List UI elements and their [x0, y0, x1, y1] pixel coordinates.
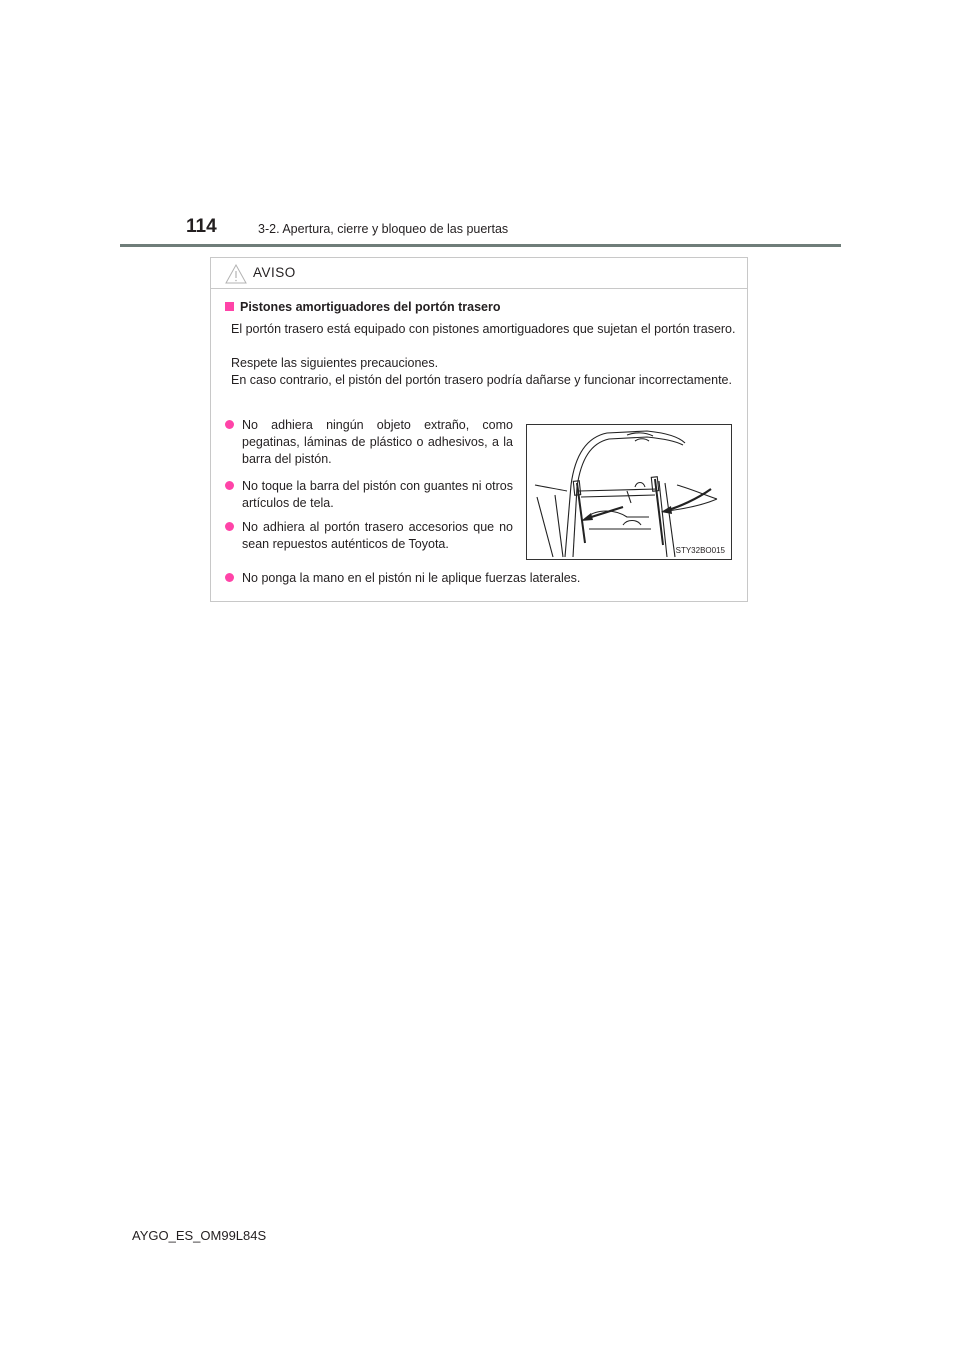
bullet-dot-icon [225, 420, 234, 429]
bullet-item [225, 570, 740, 587]
tailgate-drawing [527, 425, 731, 559]
warning-header [211, 258, 747, 289]
bullet-dot-icon [225, 573, 234, 582]
bullet-item [225, 478, 513, 512]
illustration-code: STY32BO015 [675, 546, 725, 555]
bullet-text: No ponga la mano en el pistón ni le aplique fuerzas laterales. [242, 571, 581, 585]
bullet-dot-icon [225, 522, 234, 531]
document-id: AYGO_ES_OM99L84S [132, 1228, 267, 1243]
square-bullet-icon [225, 302, 234, 311]
warning-heading [225, 300, 500, 314]
bullet-text: No adhiera al portón trasero accesorios que no sean repuestos auténticos de Toyota. [242, 520, 513, 551]
bullet-text: No toque la barra del pistón con guantes ni otros artículos de tela. [242, 479, 513, 510]
warning-box [210, 257, 748, 602]
header-divider [120, 244, 841, 247]
intro-paragraph: En caso contrario, el pistón del portón trasero podría dañarse y funcionar incorrectamente. [231, 373, 732, 387]
tailgate-strut-illustration [526, 424, 732, 560]
section-title: 3-2. Apertura, cierre y bloqueo de las puertas [258, 222, 509, 236]
warning-triangle-icon [225, 264, 247, 284]
bullet-dot-icon [225, 481, 234, 490]
page-number: 114 [186, 216, 217, 237]
warning-heading-text: Pistones amortiguadores del portón trasero [240, 300, 501, 314]
bullet-item [225, 417, 513, 468]
warning-title: AVISO [253, 265, 296, 280]
bullet-text: No adhiera ningún objeto extraño, como pegatinas, láminas de plástico o adhesivos, a la barra del pistón. [242, 418, 513, 466]
bullet-item [225, 519, 513, 553]
intro-paragraph: Respete las siguientes precauciones. [231, 356, 439, 370]
intro-paragraph: El portón trasero está equipado con pistones amortiguadores que sujetan el portón trasero. [231, 322, 736, 336]
